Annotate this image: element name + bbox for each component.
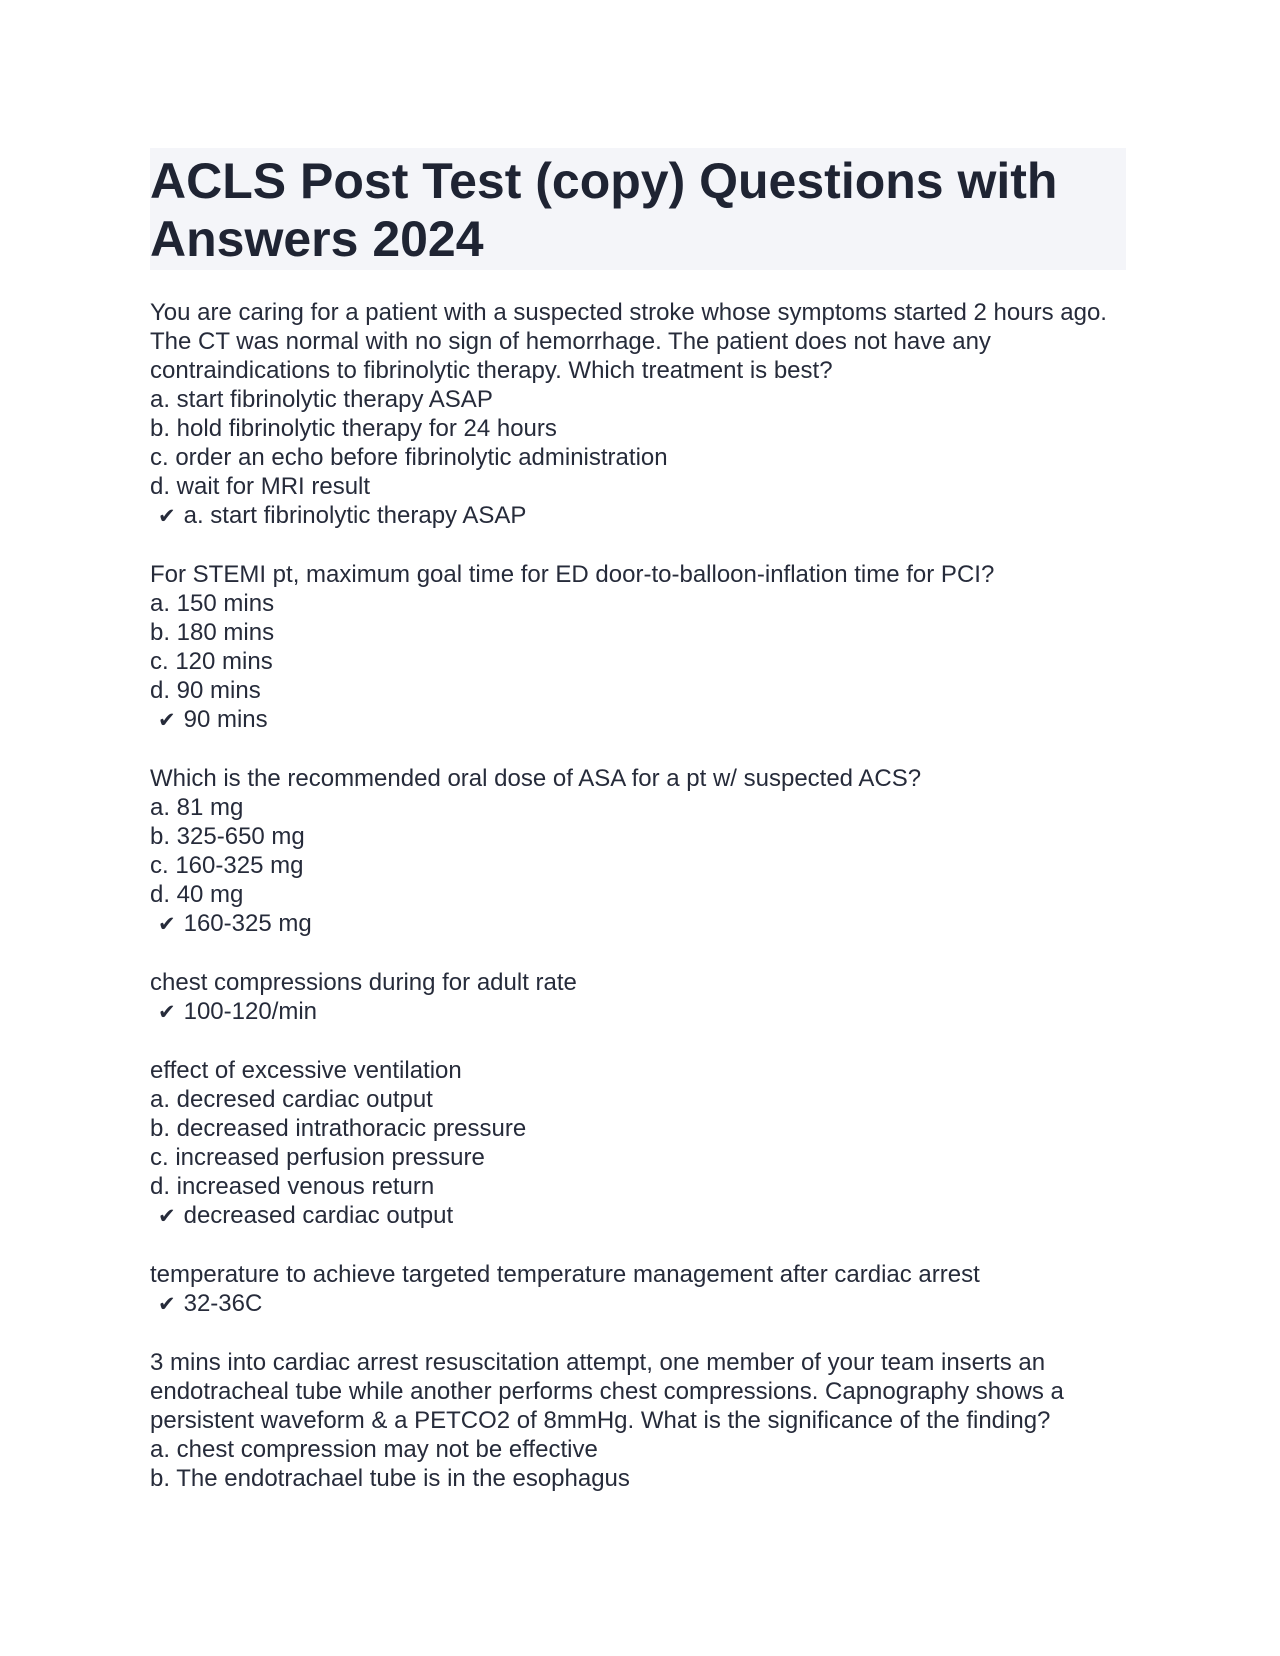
check-mark-icon: ✔: [158, 1204, 176, 1228]
question-block: [150, 968, 1126, 1027]
question-text: chest compressions during for adult rate: [150, 969, 577, 996]
answer-option: d. increased venous return: [150, 1173, 435, 1200]
correct-answer-text: a. start fibrinolytic therapy ASAP: [183, 502, 527, 529]
answer-option: d. 40 mg: [150, 881, 244, 908]
correct-answer: [150, 909, 1126, 939]
answer-option: c. order an echo before fibrinolytic administration: [150, 444, 668, 471]
check-mark-icon: ✔: [158, 1292, 176, 1316]
answer-option: d. wait for MRI result: [150, 473, 371, 500]
answer-option: a. 150 mins: [150, 590, 275, 617]
answer-option: a. start fibrinolytic therapy ASAP: [150, 386, 493, 413]
correct-answer: [150, 501, 1126, 531]
correct-answer: [150, 705, 1126, 735]
check-mark-icon: ✔: [158, 912, 176, 936]
answer-option: b. 180 mins: [150, 619, 275, 646]
question-text: You are caring for a patient with a suspected stroke whose symptoms started 2 hours ago. The CT was normal with no sign of hemorrhage. The patient does not have any contraindications to fibrinolytic therapy. Which treatment is best?: [150, 299, 1107, 384]
answer-option: b. hold fibrinolytic therapy for 24 hours: [150, 415, 557, 442]
check-mark-icon: ✔: [158, 708, 176, 732]
document-page: [150, 148, 1126, 1522]
answer-option: a. 81 mg: [150, 794, 244, 821]
correct-answer-text: 32-36C: [183, 1290, 263, 1317]
question-text: effect of excessive ventilation: [150, 1057, 462, 1084]
question-block: [150, 1260, 1126, 1319]
title-banner: [150, 148, 1126, 270]
correct-answer-text: 100-120/min: [183, 998, 318, 1025]
answer-option: c. increased perfusion pressure: [150, 1144, 485, 1171]
question-block: [150, 1056, 1126, 1231]
answer-option: b. The endotrachael tube is in the esophagus: [150, 1465, 630, 1492]
answer-option: b. 325-650 mg: [150, 823, 305, 850]
check-mark-icon: ✔: [158, 504, 176, 528]
question-block: [150, 1348, 1126, 1493]
correct-answer: [150, 1201, 1126, 1231]
answer-option: a. chest compression may not be effective: [150, 1436, 598, 1463]
question-block: [150, 764, 1126, 939]
check-mark-icon: ✔: [158, 1000, 176, 1024]
correct-answer: [150, 997, 1126, 1027]
correct-answer-text: 90 mins: [183, 706, 268, 733]
correct-answer: [150, 1289, 1126, 1319]
question-block: [150, 560, 1126, 735]
question-text: 3 mins into cardiac arrest resuscitation attempt, one member of your team inserts an endotracheal tube while another performs chest compressions. Capnography shows a persistent waveform & a PETCO2 of 8mmHg. What is the significance of the finding?: [150, 1349, 1064, 1434]
correct-answer-text: 160-325 mg: [183, 910, 312, 937]
answer-option: b. decreased intrathoracic pressure: [150, 1115, 527, 1142]
document-title: ACLS Post Test (copy) Questions with Answers 2024: [150, 153, 1058, 267]
answer-option: d. 90 mins: [150, 677, 261, 704]
question-text: For STEMI pt, maximum goal time for ED door-to-balloon-inflation time for PCI?: [150, 561, 995, 588]
question-text: Which is the recommended oral dose of ASA for a pt w/ suspected ACS?: [150, 765, 922, 792]
question-block: [150, 298, 1126, 531]
question-text: temperature to achieve targeted temperature management after cardiac arrest: [150, 1261, 980, 1288]
answer-option: c. 120 mins: [150, 648, 273, 675]
correct-answer-text: decreased cardiac output: [183, 1202, 454, 1229]
answer-option: c. 160-325 mg: [150, 852, 304, 879]
answer-option: a. decresed cardiac output: [150, 1086, 433, 1113]
